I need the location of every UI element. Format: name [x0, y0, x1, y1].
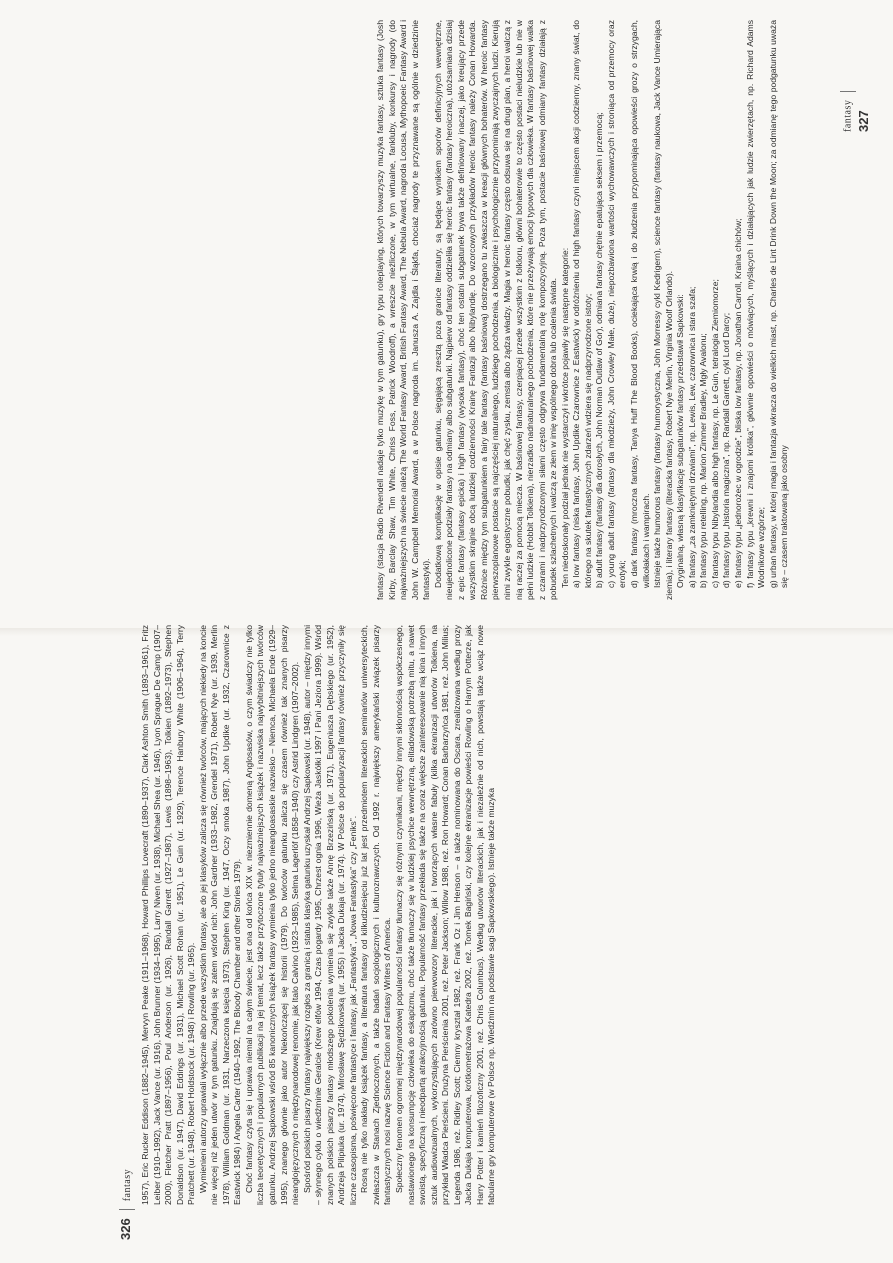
paragraph: Wymienieni autorzy uprawiali wyłącznie albo przede wszystkim fantasy, ale do jej klasyków zalicza się również twórców, mających niekiedy na koncie nie więcej niż jeden utwór w tym gatunku. Znajdują się zatem wśród nich: John Gardner (1933–1982, Grendel 1971), Robert Nye (ur. 1939, Merlin 1978), William Goldman (ur. 1931, Narzeczona księcia 1973), Stephen King (ur. 1947, Oczy smoka 1987), John Updike (ur. 1932, Czarownice z Eastwick 1984) i Angela Carter (1940–1992, The Bloody Chamber and other Stories 1979).	[197, 625, 243, 1205]
paragraph: c) young adult fantasy (fantasy dla młodzieży, John Crowley Małe, duże), niepozbawiona wartości wychowawczych i stroniąca od przemocy oraz erotyki;	[605, 20, 628, 588]
paragraph: Rosną nie tylko nakłady książek fantasy, a literatura fantasy od kilkudziesięciu już lat jest przedmiotem literackich seminariów uniwersyteckich, zwłaszcza w Stanach Zjednoczonych, a także badań socjologicznych i kulturoznawczych. Od 1992 r. największy amerykański związek pisarzy fantastycznych nosi nazwę Science Fiction and Fantasy Writers of America.	[359, 625, 393, 1205]
paragraph: Dodatkową komplikację w opisie gatunku, sięgającą zresztą poza granice literatury, są będące wynikiem sporów definicyjnych wewnętrzne, nieujednolicone podziały fantasy na odmiany albo subgatunki. Najpierw od fantasy oddzieliła się heroic fantasy (fantasy heroiczna), utożsamiana dzisiaj z epic fantasy (fantasy epicka) i high fantasy (wysoka fantasy), choć ten ostatni subgatunek bywa także definiowany inaczej, jako kreujący przede wszystkim skrajnie obcą ludzkiej codzienności Krainę Fantazji albo Nibylandię. Do wzorcowych przykładów heroic fantasy należy Conan Howarda. Różnice między tym subgatunkiem a fairy tale fantasy (fantasy baśniową) dostrzegano tu zwłaszcza w kreacji głównych bohaterów. W heroic fantasy pierwszoplanowe postacie są najczęściej naturalnego, ludzkiego pochodzenia, a biologicznie i psychologicznie przypominają zwyczajnych ludzi. Kierują nimi zwykle egoistyczne pobudki, jak chęć zysku, zemsta albo żądza władzy. Magia w heroic fantasy często odsuwa się na drugi plan, a heroi walczą z nią raczej za pomocą miecza. W baśniowej fantasy, czerpiącej przede wszystkim z folkloru, główni bohaterowie to często postaci nieludzkie lub nie w pełni ludzkie (Hobbit Tolkiena), nierzadko nadnaturalnego pochodzenia, które nie przeżywają emocji typowych dla człowieka. W fantasy baśniowej walka z czarami i nadprzyrodzonymi siłami często odgrywa fundamentalną rolę kompozycyjną. Poza tym, postacie baśniowej odmiany fantasy działają z pobudek szlachetnych i walczą ze złem w imię wspólnego dobra lub ocalenia świata.	[432, 20, 559, 600]
left-page	[140, 625, 498, 1205]
right-running-title: fantasy	[842, 99, 854, 132]
right-page	[375, 20, 791, 600]
paragraph: Oryginalną, własną klasyfikację subgatunków fantasy przedstawił Sapkowski:	[675, 294, 686, 588]
paragraph: d) fantasy typu „historia magiczna”, np. Randall Garrett, cykl Lord Darcy;	[721, 312, 732, 588]
paragraph: f) fantasy typu „krewni i znajomi królika”, głównie opowieści o mówiących, myślących i działających jak ludzie zwierzętach, np. Richard Adams Wodnikowe wzgórze;	[744, 20, 767, 588]
paragraph: Choć fantasy czyta się i uprawia niemal na całym świecie, jest ona od końca XIX w. niezmiennie domeną Anglosasów, o czym świadczy nie tylko liczba teoretycznych i popularnych publikacji na jej temat, lecz także przytoczone tytuły najważniejszych książek i nazwiska najwybitniejszych twórców gatunku. Andrzej Sapkowski wśród 85 kanonicznych książek fantasy wymienia tylko jedno nieangloasaskie nazwisko – Niemca, Michaela Ende (1929–1995), znanego głównie jako autor Niekończącej się historii (1979). Do twórców gatunku zalicza się czasem również tak znanych pisarzy nieanglojęzycznych o międzynarodowej renomie, jak Italo Calvino (1923–1985), Selma Lagerlöf (1858–1940) czy Astrid Lindgren (1907–2002).	[243, 625, 301, 1205]
paragraph: 1957), Eric Rucker Eddison (1882–1945), Mervyn Peake (1911–1968), Howard Phillips Lovecraft (1890–1937), Clark Ashton Smith (1893–1961), Fritz Leiber (1910–1992), Jack Vance (ur. 1916), John Brunner (1934–1995), Larry Niven (ur. 1938), Michael Shea (ur. 1946), Lyon Sprague De Camp (1907–2000), Fletcher Pratt (1897–1956), Poul Anderson (ur. 1926), Randall Garrett (1927–1987), Lewis (1898–1963), Tolkien (1892–1973), Stephen Donaldson (ur. 1947), David Eddings (ur. 1931), Michael Scott Rohan (ur. 1951), Le Guin (ur. 1929), Terence Hanbury White (1906–1964), Terry Pratchett (ur. 1948), Robert Holdstock (ur. 1948) i Rowling (ur. 1965).	[140, 625, 197, 1205]
paragraph: b) adult fantasy (fantasy dla dorosłych, John Norman Outlaw of Gor), odmiana fantasy chętnie epatująca seksem i przemocą;	[594, 112, 605, 588]
paragraph: a) fantasy „za zamkniętymi drzwiami”, np. Lewis, Lew, czarownica i stara szafa;	[686, 286, 697, 588]
paragraph: e) fantasy typu „jednorożec w ogrodzie”, bliska low fantasy, np. Jonathan Carroll, Kraina chichów;	[732, 218, 743, 588]
paragraph: Spośród polskich pisarzy fantasy największy rozgłos za granicą i status klasyka gatunku uzyskał Andrzej Sapkowski (ur. 1948), autor – między innymi – słynnego cyklu o wiedźminie Geralcie (Krew elfów 1994, Czas pogardy 1995, Chrzest ognia 1996, Wieża Jaskółki 1997 i Pani Jeziora 1999). Wśród znanych polskich pisarzy fantasy młodszego pokolenia wymienia się zwykle także Annę Brzezińską (ur. 1971), Eugeniusza Dębskiego (ur. 1952), Andrzeja Pilipiuka (ur. 1974), Mirosławę Sędzikowską (ur. 1955) i Jacka Dukaja (ur. 1974). W Polsce do popularyzacji fantasy również przyczyniły się liczne czasopisma, poświęcone fantastyce i fantasy, jak „Fantastyka”, „Nowa Fantastyka” czy „Feniks”.	[301, 625, 358, 1205]
left-page-number: 326	[118, 1218, 133, 1240]
paragraph: Istnieje także humorous fantasy (fantasy humorystyczna, John Morressy cykl Kedrigern), science fantasy (fantasy naukowa, Jack Vance Umierająca ziemia), i literary fantasy (literacka fantasy, Robert Nye Merlin, Virginia Woolf Orlando).	[652, 20, 674, 600]
left-page-text	[140, 625, 498, 1205]
paragraph: g) urban fantasy, w której magia i fantazja wkracza do wielkich miast, np. Charles de Lint Drink Down the Moon; za odmianę tego podgatunku uważa się – czasem traktowaną jako osobny	[767, 20, 790, 588]
right-page-folio	[840, 79, 871, 132]
paragraph: Ten niedoskonały podział jednak nie wystarczył i wkrótce pojawiły się następne kategorie:	[559, 247, 570, 588]
left-running-title: fantasy	[122, 1168, 133, 1202]
folio-separator	[119, 1209, 135, 1210]
paragraph: b) fantasy typu retelling, np. Marion Zimmer Bradley, Mgły Avalonu;	[698, 333, 709, 588]
paragraph: Społeczny fenomen ogromnej międzynarodowej popularności fantasy tłumaczy się różnymi czynnikami, między innymi skłonnością współczesnego, nastawionego na konsumpcję człowieka do eskapizmu, choć także tłumaczy się w ludzkiej psychice wewnętrzną, elitadowską potrzebą mitu, a nawet swoistą, specyficzną i nieodpartą atrakcyjnością gatunku. Popularność fantasy przekłada się także na coraz większe zainteresowanie nią kina i innych sztuk audiowizualnych, wykorzystujących zarówno pierwowzory literackie, jak i tworzących własne fabuły (kilka ekranizacji utworów Tolkiena, na przykład Władca Pierścieni. Drużyna Pierścienia 2001, reż. Peter Jackson; Willow 1988, reż. Ron Howard; Conan Barbarzyńca 1981, reż. John Milius; Legenda 1986, reż. Ridley Scott; Ciemny kryształ 1982, reż. Frank Oz i Jim Henson – a także nominowana do Oscara, zrealizowana według prozy Jacka Dukaja komputerowa, krótkometrażowa Katedra 2002, reż. Tomek Bagiński, czy kolejne ekranizacje powieści Rowling o Harrym Potterze, jak Harry Potter i kamień filozoficzny 2001, reż. Chris Columbus). Według utworów literackich, jak i niezależnie od nich, powstają także wciąż nowe fabularne gry komputerowe (w Polsce np. Wiedźmin na podstawie sagi Sapkowskiego). Istnieje także muzyka	[394, 625, 497, 1205]
left-page-folio	[118, 1169, 135, 1240]
paragraph: fantasy (stacja Radio Rivendell nadaje tylko muzykę w tym gatunku), gry typu roleplaying, których towarzyszy muzyka fantasy, sztuka fantasy (Josh Kirby, Barclay Shaw, Tim White, Chriss Foss, Patrick Woodroff), a wreszcie nieźliczone, w tym wirtualne, fankluby, konkursy i nagrody (do najważniejszych na świecie należą The World Fantasy Award, British Fantasy Award, The Nebula Award, nagroda Locusa, Mythopoeic Fantasy Award i John W. Campbell Memorial Award, a w Polsce nagroda im. Janusza A. Zajdla i Śląkfa, chociaż nagrody te przyznawane są ogólnie w dziedzinie fantastyki).	[375, 20, 432, 600]
paragraph: d) dark fantasy (mroczna fantasy, Tanya Huff The Blood Books), ociekająca krwią i do złudzenia przypominająca opowieści grozy o strzygach, wilkołakach i wampirach.	[629, 20, 651, 588]
right-page-text	[375, 20, 791, 600]
paragraph: a) low fantasy (niska fantasy, John Updike Czarownice z Eastwick) w odróżnieniu od high fantasy czyni miejscem akcji codzienny, znany świat, do którego na skutek fantastycznych zdarzeń wdziera się nadprzyrodzone istoty;	[571, 20, 593, 588]
paragraph: c) fantasy typu Nibylandia albo high fantasy, np. Le Guin, tetralogia Ziemiomorze;	[709, 279, 720, 588]
right-page-number: 327	[856, 110, 871, 132]
folio-separator	[840, 91, 856, 92]
